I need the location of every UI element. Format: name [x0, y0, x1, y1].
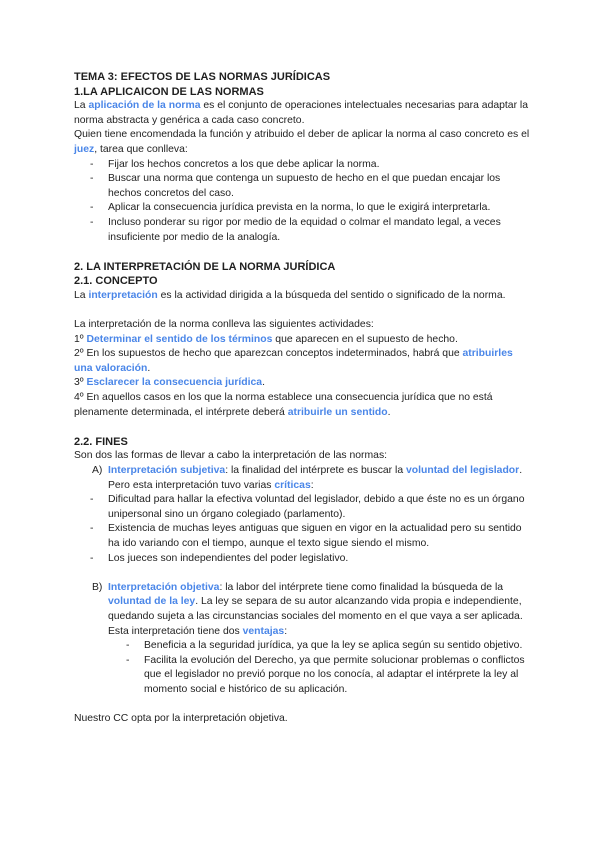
highlight-term: atribuirles una valoración [74, 348, 513, 374]
document-body [74, 70, 534, 727]
list-item: - Fijar los hechos concretos a los que debe aplicar la norma. [74, 158, 534, 173]
subsection-heading: 2.1. CONCEPTO [74, 275, 158, 288]
activity-item: 1º Determinar el sentido de los términos que aparecen en el supuesto de hecho. [74, 333, 458, 345]
list-item: - Aplicar la consecuencia jurídica prevista en la norma, lo que le exigirá interpretarla. [74, 201, 534, 216]
list [74, 158, 534, 246]
highlight-term: aplicación de la norma [88, 100, 201, 112]
document-title: TEMA 3: EFECTOS DE LAS NORMAS JURÍDICAS [74, 71, 331, 83]
section-1-heading: 1.LA APLICAICON DE LAS NORMAS [74, 85, 264, 98]
list-marker: B) [92, 581, 103, 593]
paragraph: La interpretación es la actividad dirigida a la búsqueda del sentido o significado de la norma. [74, 289, 506, 301]
highlight-term: interpretación [88, 289, 158, 301]
paragraph: La aplicación de la norma es el conjunto de operaciones intelectuales necesarias para adaptar la norma abstracta y genérica a cada caso concreto. [74, 100, 529, 126]
list [74, 493, 534, 566]
list-item: - Dificultad para hallar la efectiva voluntad del legislador, debido a que éste no es un órgano unipersonal sino un órgano colegiado (parlamento). [74, 493, 534, 522]
list-marker: A) [92, 465, 103, 477]
activity-item: 3º Esclarecer la consecuencia jurídica. [74, 377, 265, 389]
paragraph: Son dos las formas de llevar a cabo la interpretación de las normas: [74, 450, 388, 462]
list-item: - Beneficia a la seguridad jurídica, ya que la ley se aplica según su sentido objetivo. [74, 639, 534, 654]
lettered-item-a: A) Interpretación subjetiva: la finalidad del intérprete es buscar la voluntad del legislador. Pero esta interpretación tuvo varias críticas: [92, 465, 523, 491]
lettered-item-b: B) Interpretación objetiva: la labor del intérprete tiene como finalidad la búsqueda de la voluntad de la ley. La ley se separa de su autor alcanzando vida propia e independiente, quedando sujeta a las circunstancias sociales del momento en el que vaya a ser aplicada. Esta interpretación tiene dos ventajas: [92, 581, 523, 637]
highlight-term: atribuirle un sentido [287, 406, 388, 418]
highlight-term: Esclarecer la consecuencia jurídica [86, 377, 263, 389]
list [74, 639, 534, 697]
list-item: - Facilita la evolución del Derecho, ya que permite solucionar problemas o conflictos que el legislador no previó porque no los conocía, al adaptar el intérprete la ley al momento social e histórico de su aplicación. [74, 654, 534, 698]
paragraph: Quien tiene encomendada la función y atribuido el deber de aplicar la norma al caso concreto es el juez, tarea que conlleva: [74, 129, 530, 155]
closing-paragraph: Nuestro CC opta por la interpretación objetiva. [74, 713, 288, 725]
list-item: - Existencia de muchas leyes antiguas que siguen en vigor en la actualidad pero su sentido ha ido variando con el tiempo, aunque el texto sigue siendo el mismo. [74, 522, 534, 551]
activity-item: 4º En aquellos casos en los que la norma establece una consecuencia jurídica que no está plenamente determinada, el intérprete deberá atribuirle un sentido. [74, 392, 493, 418]
paragraph: La interpretación de la norma conlleva las siguientes actividades: [74, 319, 374, 331]
activity-item: 2º En los supuestos de hecho que aparezcan conceptos indeterminados, habrá que atribuirles una valoración. [74, 348, 513, 374]
section-2-heading: 2. LA INTERPRETACIÓN DE LA NORMA JURÍDICA [74, 260, 336, 273]
subsection-heading: 2.2. FINES [74, 435, 128, 448]
highlight-term: juez [74, 143, 95, 155]
highlight-term: Determinar el sentido de los términos [86, 333, 273, 345]
list-item: - Los jueces son independientes del poder legislativo. [74, 552, 534, 567]
list-item: - Incluso ponderar su rigor por medio de la equidad o colmar el mandato legal, a veces insuficiente por medio de la analogía. [74, 216, 534, 245]
list-item: - Buscar una norma que contenga un supuesto de hecho en el que puedan encajar los hechos concretos del caso. [74, 172, 534, 201]
